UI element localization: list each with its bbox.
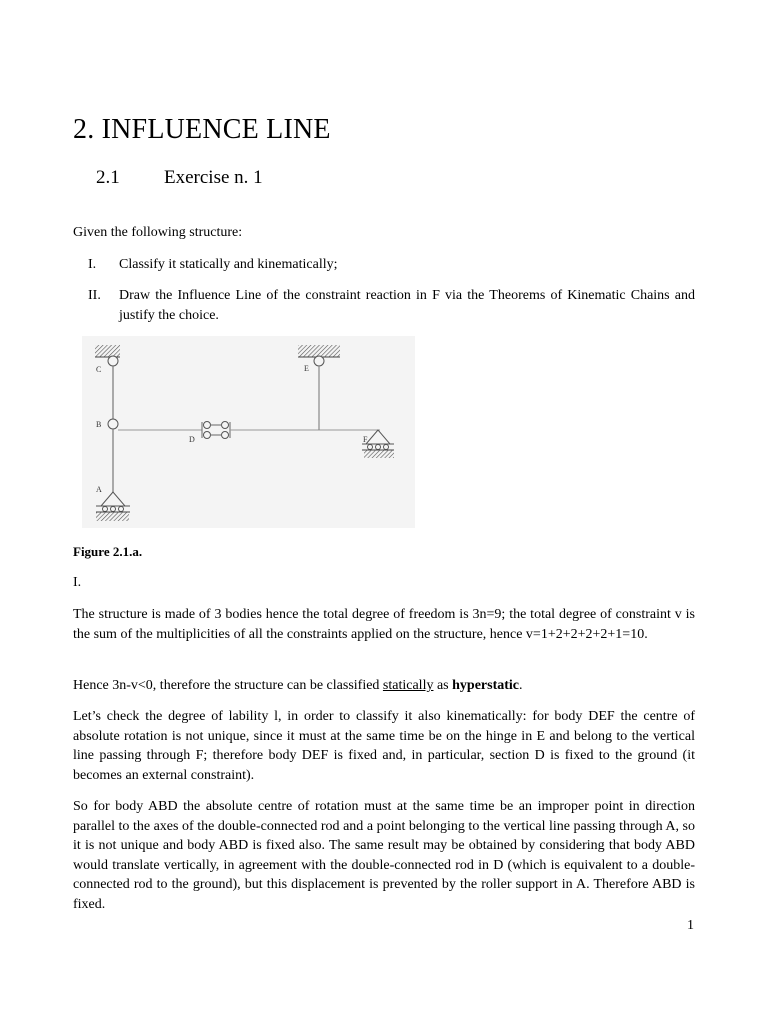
label-f: F <box>363 435 368 444</box>
hinge-c-icon <box>108 356 118 366</box>
label-b: B <box>96 420 102 429</box>
figure-caption: Figure 2.1.a. <box>73 544 143 559</box>
structure-figure <box>82 336 415 528</box>
paragraph-2: Hence 3n-v<0, therefore the structure can be classified statically as hyperstatic. <box>73 678 523 693</box>
double-rod-d-icon <box>202 422 230 439</box>
intro-text: Given the following structure: <box>73 225 243 240</box>
ground-c-icon <box>95 345 120 357</box>
section-title: Exercise n. 1 <box>164 167 263 188</box>
task-item-1 <box>73 255 695 275</box>
ground-e-icon <box>298 345 340 357</box>
paragraph-1: The structure is made of 3 bodies hence the total degree of freedom is 3n=9; the total degree of constraint v is the sum of the multiplicities of all the constraints applied on the structure, hence v=1+2+2+2+2+1=10. <box>73 607 695 642</box>
label-d: D <box>189 435 195 444</box>
chapter-title: 2. INFLUENCE LINE <box>73 114 331 145</box>
task-item-2 <box>73 286 695 326</box>
task-text-1: Classify it statically and kinematically; <box>119 257 338 272</box>
task-text-2: Draw the Influence Line of the constraint reaction in F via the Theorems of Kinematic Chains and justify the choice. <box>119 288 695 323</box>
paragraph-4: So for body ABD the absolute centre of rotation must at the same time be an improper point in direction parallel to the axes of the double-connected rod and a point belonging to the vertical line passing through A, so it is not unique and body ABD is fixed also. The same result may be obtained by considering that body ABD would translate vertically, in agreement with the double-connected rod in D (which is equivalent to a double-connected rod to the ground), but this displacement is prevented by the roller support in A. Therefore ABD is fixed. <box>73 799 695 912</box>
label-e: E <box>304 364 309 373</box>
structure-diagram <box>82 336 415 528</box>
bold-word: hyperstatic <box>452 678 520 693</box>
label-a: A <box>96 485 102 494</box>
hinge-b-icon <box>108 419 118 429</box>
label-c: C <box>96 365 102 374</box>
hinge-e-icon <box>314 356 324 366</box>
task-marker-2: II. <box>88 288 101 303</box>
section-heading <box>96 167 263 189</box>
section-number: 2.1 <box>96 167 120 188</box>
roller-support-a-icon <box>96 492 130 521</box>
task-marker-1: I. <box>88 257 97 272</box>
paragraph-3: Let’s check the degree of lability l, in order to classify it also kinematically: for body DEF the centre of absolute rotation is not unique, since it must at the same time be on the hinge in E and belong to the vertical line passing through F; therefore body DEF is fixed and, in particular, section D is fixed to the ground (it becomes an external constraint). <box>73 709 695 783</box>
page-number: 1 <box>687 918 694 933</box>
part-marker: I. <box>73 575 82 590</box>
underlined-word: statically <box>382 678 434 693</box>
